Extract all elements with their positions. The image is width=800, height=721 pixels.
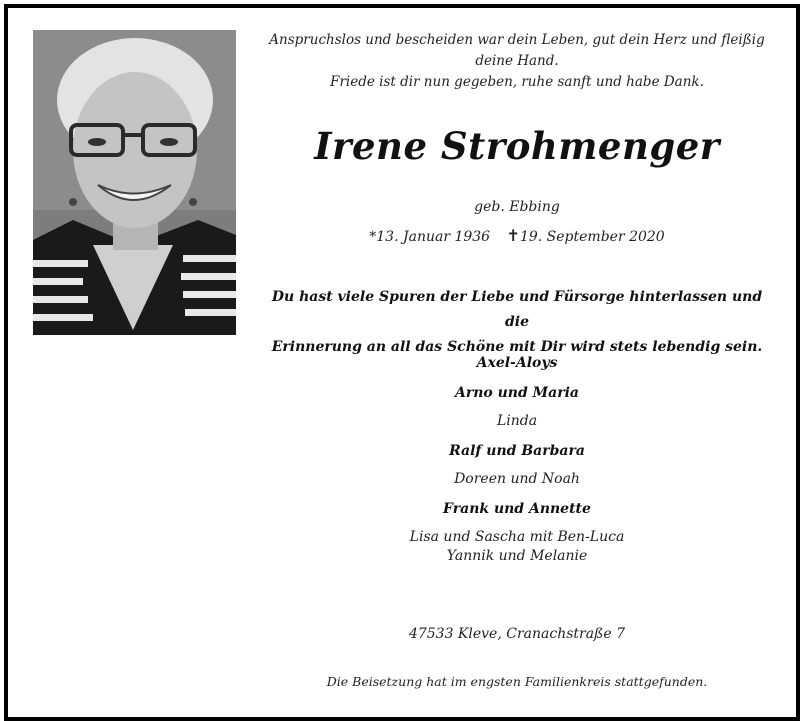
family-grandchild: Doreen und Noah (454, 471, 580, 487)
burial-note: Die Beisetzung hat im engsten Familienkreis stattgefunden. (326, 674, 708, 689)
quote-line-2: Erinnerung an all das Schöne mit Dir wird stets lebendig sein. (271, 339, 763, 355)
birth-date: *13. Januar 1936 (369, 229, 491, 245)
verse-line-2: Friede ist dir nun gegeben, ruhe sanft und habe Dank. (330, 74, 704, 90)
life-dates (262, 226, 772, 245)
address: 47533 Kleve, Cranachstraße 7 (408, 626, 626, 642)
opening-verse (262, 30, 772, 93)
memorial-quote (262, 285, 772, 360)
verse-line-1: Anspruchslos und bescheiden war dein Leben, gut dein Herz und fleißig deine Hand. (269, 32, 765, 69)
quote-line-1: Du hast viele Spuren der Liebe und Fürsorge hinterlassen und die (271, 289, 763, 330)
death-date: 19. September 2020 (519, 229, 665, 245)
cross-icon: ✝ (506, 226, 520, 245)
family-member: Frank und Annette (443, 501, 591, 517)
family-member: Axel-Aloys (476, 355, 558, 371)
family-grandchild: Linda (496, 413, 538, 429)
portrait-photo (33, 30, 236, 335)
family-grandchild: Lisa und Sascha mit Ben-Luca (409, 529, 625, 545)
family-member: Arno und Maria (455, 385, 579, 401)
family-grandchild: Yannik und Melanie (446, 548, 588, 564)
family-list (262, 353, 772, 567)
deceased-name: Irene Strohmenger (314, 124, 720, 168)
maiden-name: geb. Ebbing (474, 199, 560, 215)
family-member: Ralf und Barbara (449, 443, 585, 459)
